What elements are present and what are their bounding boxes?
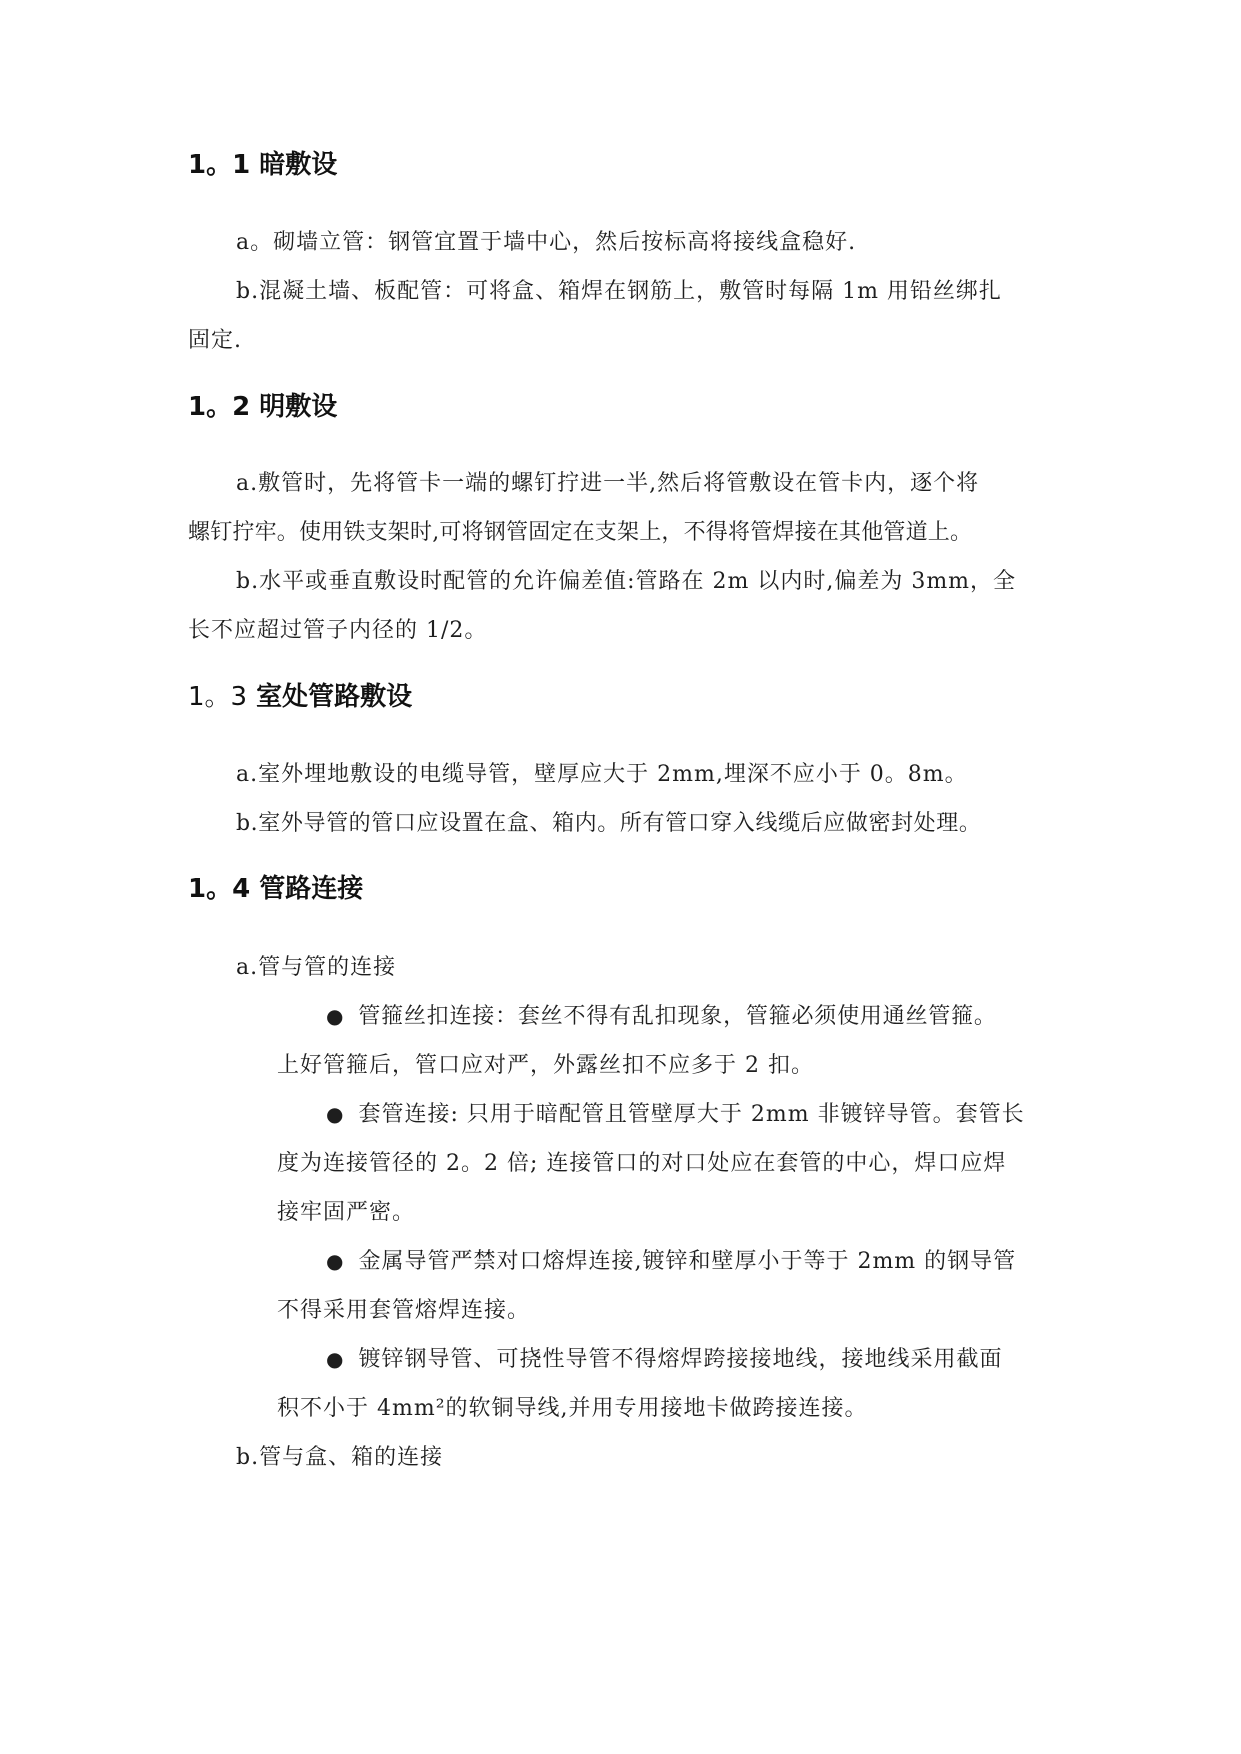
section-title: 室处管路敷设: [256, 682, 413, 712]
section-title: 暗敷设: [259, 150, 338, 180]
paragraph-line: a。砌墙立管：钢管宜置于墙中心，然后按标高将接线盒稳好.: [236, 230, 857, 255]
bullet-item: [326, 992, 997, 1041]
bullet-line: 套管连接: 只用于暗配管且管壁厚大于 2mm 非镀锌导管。套管长: [358, 1102, 1025, 1127]
section-number: 1。3: [188, 682, 248, 712]
sub-item-b: b.管与盒、箱的连接: [236, 1445, 444, 1470]
bullet-icon: ●: [326, 1102, 345, 1126]
bullet-icon: ●: [326, 1249, 345, 1273]
paragraph-line: b.室外导管的管口应设置在盒、箱内。所有管口穿入线缆后应做密封处理。: [236, 811, 982, 836]
bullet-icon: ●: [326, 1347, 345, 1371]
bullet-item: [326, 1090, 1025, 1139]
section-number: 1。4: [188, 874, 251, 904]
bullet-item: [326, 1237, 1016, 1286]
paragraph-line: 长不应超过管子内径的 1/2。: [188, 618, 488, 643]
bullet-line: 度为连接管径的 2。2 倍; 连接管口的对口处应在套管的中心，焊口应焊: [277, 1151, 1007, 1176]
paragraph-line: a.室外埋地敷设的电缆导管，壁厚应大于 2mm,埋深不应小于 0。8m。: [236, 762, 968, 787]
bullet-item: [326, 1335, 1002, 1384]
bullet-line: 管箍丝扣连接：套丝不得有乱扣现象，管箍必须使用通丝管箍。: [358, 1004, 997, 1029]
bullet-line: 上好管箍后，管口应对严，外露丝扣不应多于 2 扣。: [277, 1053, 814, 1078]
bullet-line: 接牢固严密。: [277, 1200, 416, 1225]
bullet-line: 镀锌钢导管、可挠性导管不得熔焊跨接接地线，接地线采用截面: [358, 1347, 1003, 1372]
paragraph-line: b.混凝土墙、板配管：可将盒、箱焊在钢筋上，敷管时每隔 1m 用铅丝绑扎: [236, 279, 1002, 304]
section-number: 1。2: [188, 392, 251, 422]
section-heading-1-2: [188, 390, 337, 424]
bullet-line: 金属导管严禁对口熔焊连接,镀锌和壁厚小于等于 2mm 的钢导管: [358, 1249, 1017, 1274]
section-title: 管路连接: [259, 874, 364, 904]
section-heading-1-4: [188, 872, 363, 906]
paragraph-line: b.水平或垂直敷设时配管的允许偏差值:管路在 2m 以内时,偏差为 3mm，全: [236, 569, 1017, 594]
bullet-icon: ●: [326, 1004, 345, 1028]
bullet-line: 不得采用套管熔焊连接。: [277, 1298, 531, 1323]
section-heading-1-3: [188, 680, 412, 714]
paragraph-line: a.敷管时，先将管卡一端的螺钉拧进一半,然后将管敷设在管卡内，逐个将: [236, 471, 980, 496]
bullet-line: 积不小于 4mm²的软铜导线,并用专用接地卡做跨接连接。: [277, 1396, 868, 1421]
paragraph-line: 螺钉拧牢。使用铁支架时,可将钢管固定在支架上，不得将管焊接在其他管道上。: [188, 520, 973, 545]
section-title: 明敷设: [259, 392, 338, 422]
section-heading-1-1: [188, 148, 337, 182]
section-number: 1。1: [188, 150, 251, 180]
sub-item-a: a.管与管的连接: [236, 955, 397, 980]
paragraph-line: 固定.: [188, 328, 242, 353]
